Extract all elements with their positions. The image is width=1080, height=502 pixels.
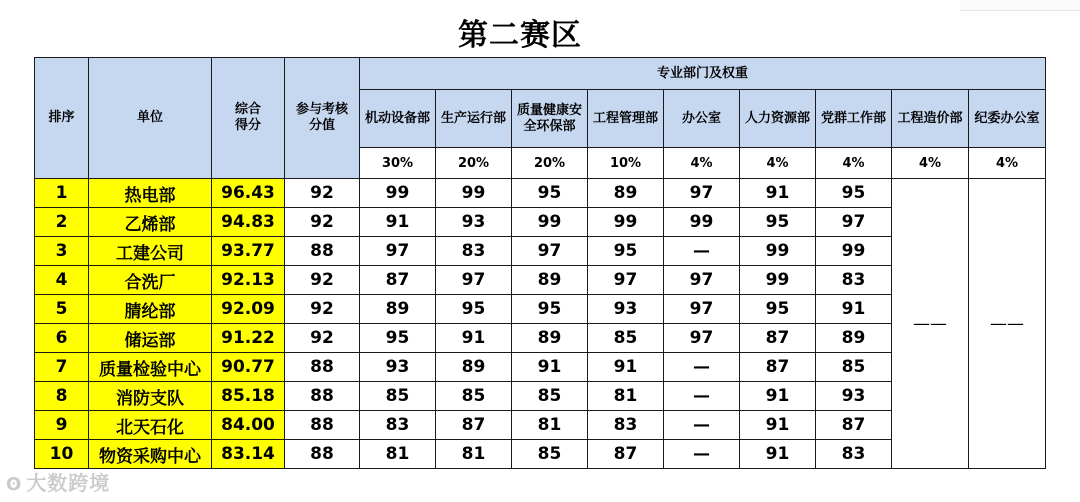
table-row — [35, 179, 1046, 208]
department-weight: 4% — [740, 148, 816, 179]
department-score-cell: 85 — [816, 353, 892, 382]
unit-cell: 储运部 — [89, 324, 212, 353]
department-score-cell: 95 — [740, 295, 816, 324]
department-score-cell: 97 — [664, 295, 740, 324]
department-weight: 30% — [360, 148, 436, 179]
department-score-cell: 89 — [588, 179, 664, 208]
base-score-cell: 88 — [285, 237, 360, 266]
department-score-cell: 83 — [360, 411, 436, 440]
rank-cell: 4 — [35, 266, 89, 295]
department-score-cell: 91 — [512, 353, 588, 382]
rank-cell: 8 — [35, 382, 89, 411]
header-dept-group: 专业部门及权重 — [360, 58, 1046, 90]
department-weight: 4% — [664, 148, 740, 179]
total-score-cell: 92.13 — [212, 266, 285, 295]
base-score-cell: 88 — [285, 353, 360, 382]
department-name — [816, 90, 892, 148]
department-score-cell: 87 — [740, 353, 816, 382]
department-score-cell: 87 — [740, 324, 816, 353]
department-score-cell: 95 — [360, 324, 436, 353]
department-score-cell: 81 — [436, 440, 512, 469]
department-score-cell: 97 — [664, 324, 740, 353]
header-row — [35, 58, 1046, 90]
merged-blank-cell: —— — [969, 179, 1046, 469]
department-score-cell: 97 — [588, 266, 664, 295]
unit-cell: 腈纶部 — [89, 295, 212, 324]
department-score-cell: 91 — [740, 179, 816, 208]
department-weight: 20% — [512, 148, 588, 179]
department-name — [588, 90, 664, 148]
base-score-cell: 88 — [285, 411, 360, 440]
rank-cell: 6 — [35, 324, 89, 353]
department-score-cell: 91 — [740, 440, 816, 469]
department-score-cell: 89 — [436, 353, 512, 382]
department-weight: 4% — [892, 148, 969, 179]
header-base-label: 参与考核分值 — [295, 102, 348, 133]
rank-cell: 3 — [35, 237, 89, 266]
rank-cell: 5 — [35, 295, 89, 324]
department-score-cell: 99 — [664, 208, 740, 237]
base-score-cell: 88 — [285, 382, 360, 411]
rank-cell: 7 — [35, 353, 89, 382]
department-score-cell: 93 — [436, 208, 512, 237]
department-score-cell: 91 — [740, 382, 816, 411]
department-score-cell: 99 — [436, 179, 512, 208]
base-score-cell: 92 — [285, 208, 360, 237]
department-score-cell: 87 — [360, 266, 436, 295]
department-name-label: 党群工作部 — [820, 110, 886, 126]
base-score-cell: 92 — [285, 324, 360, 353]
department-score-cell: 93 — [588, 295, 664, 324]
rank-cell: 2 — [35, 208, 89, 237]
total-score-cell: 91.22 — [212, 324, 285, 353]
department-weight: 10% — [588, 148, 664, 179]
department-name — [892, 90, 969, 148]
department-score-cell: 81 — [512, 411, 588, 440]
total-score-cell: 96.43 — [212, 179, 285, 208]
unit-cell: 工建公司 — [89, 237, 212, 266]
department-score-cell: 89 — [360, 295, 436, 324]
department-score-cell: 95 — [436, 295, 512, 324]
watermark-text: 大数跨境 — [26, 471, 111, 495]
department-name-label: 工程造价部 — [897, 110, 963, 126]
department-score-cell: 97 — [664, 179, 740, 208]
department-score-cell: 81 — [360, 440, 436, 469]
total-score-cell: 83.14 — [212, 440, 285, 469]
score-table — [34, 57, 1046, 469]
department-score-cell: 97 — [664, 266, 740, 295]
total-score-cell: 90.77 — [212, 353, 285, 382]
department-weight: 20% — [436, 148, 512, 179]
department-name-label: 纪委办公室 — [974, 110, 1040, 126]
department-score-cell: 95 — [588, 237, 664, 266]
department-name — [969, 90, 1046, 148]
department-name-label: 生产运行部 — [440, 110, 506, 126]
unit-cell: 消防支队 — [89, 382, 212, 411]
department-score-cell: 89 — [512, 324, 588, 353]
page-title: 第二赛区 — [458, 18, 582, 53]
base-score-cell: 92 — [285, 266, 360, 295]
department-name — [436, 90, 512, 148]
rank-cell: 1 — [35, 179, 89, 208]
department-name-label: 办公室 — [681, 110, 721, 126]
watermark — [6, 467, 110, 496]
total-score-cell: 84.00 — [212, 411, 285, 440]
department-score-cell: 91 — [360, 208, 436, 237]
header-rank: 排序 — [35, 58, 89, 179]
department-score-cell: 93 — [816, 382, 892, 411]
department-score-cell: — — [664, 440, 740, 469]
merged-blank-cell: —— — [892, 179, 969, 469]
header-total — [212, 58, 285, 179]
department-score-cell: 89 — [816, 324, 892, 353]
unit-cell: 热电部 — [89, 179, 212, 208]
department-name — [664, 90, 740, 148]
total-score-cell: 92.09 — [212, 295, 285, 324]
department-name-label: 机动设备部 — [364, 110, 430, 126]
department-score-cell: 99 — [740, 237, 816, 266]
unit-cell: 乙烯部 — [89, 208, 212, 237]
department-name — [360, 90, 436, 148]
department-score-cell: 81 — [588, 382, 664, 411]
total-score-cell: 93.77 — [212, 237, 285, 266]
header-total-label: 综合得分 — [234, 102, 261, 133]
unit-cell: 物资采购中心 — [89, 440, 212, 469]
department-score-cell: 95 — [512, 295, 588, 324]
department-score-cell: 87 — [588, 440, 664, 469]
department-score-cell: 93 — [360, 353, 436, 382]
department-score-cell: 91 — [816, 295, 892, 324]
department-score-cell: 85 — [436, 382, 512, 411]
total-score-cell: 94.83 — [212, 208, 285, 237]
department-score-cell: 99 — [512, 208, 588, 237]
department-name-label: 工程管理部 — [592, 110, 658, 126]
unit-cell: 合洗厂 — [89, 266, 212, 295]
department-score-cell: 83 — [816, 266, 892, 295]
total-score-cell: 85.18 — [212, 382, 285, 411]
department-score-cell: 87 — [816, 411, 892, 440]
base-score-cell: 92 — [285, 295, 360, 324]
department-score-cell: 83 — [588, 411, 664, 440]
logo-icon: ʘ — [6, 474, 23, 495]
department-score-cell: 99 — [816, 237, 892, 266]
department-score-cell: 97 — [512, 237, 588, 266]
unit-cell: 北天石化 — [89, 411, 212, 440]
header-base — [285, 58, 360, 179]
department-score-cell: 99 — [588, 208, 664, 237]
department-weight: 4% — [816, 148, 892, 179]
rank-cell: 10 — [35, 440, 89, 469]
department-score-cell: — — [664, 353, 740, 382]
department-score-cell: 97 — [436, 266, 512, 295]
department-score-cell: 95 — [816, 179, 892, 208]
department-score-cell: 97 — [816, 208, 892, 237]
department-score-cell: — — [664, 411, 740, 440]
header-unit: 单位 — [89, 58, 212, 179]
department-score-cell: 99 — [360, 179, 436, 208]
department-score-cell: 95 — [740, 208, 816, 237]
department-score-cell: 83 — [436, 237, 512, 266]
department-score-cell: — — [664, 237, 740, 266]
department-score-cell: 95 — [512, 179, 588, 208]
department-name-label: 人力资源部 — [744, 110, 810, 126]
base-score-cell: 92 — [285, 179, 360, 208]
department-score-cell: 85 — [588, 324, 664, 353]
department-score-cell: 85 — [360, 382, 436, 411]
department-weight: 4% — [969, 148, 1046, 179]
department-name — [512, 90, 588, 148]
department-score-cell: 83 — [816, 440, 892, 469]
department-score-cell: 91 — [588, 353, 664, 382]
department-score-cell: — — [664, 382, 740, 411]
rank-cell: 9 — [35, 411, 89, 440]
department-score-cell: 87 — [436, 411, 512, 440]
department-score-cell: 85 — [512, 382, 588, 411]
department-name-label: 质量健康安全环保部 — [516, 102, 582, 134]
department-name — [740, 90, 816, 148]
department-score-cell: 91 — [740, 411, 816, 440]
base-score-cell: 88 — [285, 440, 360, 469]
department-score-cell: 99 — [740, 266, 816, 295]
department-score-cell: 85 — [512, 440, 588, 469]
department-score-cell: 97 — [360, 237, 436, 266]
unit-cell: 质量检验中心 — [89, 353, 212, 382]
department-score-cell: 91 — [436, 324, 512, 353]
department-score-cell: 89 — [512, 266, 588, 295]
